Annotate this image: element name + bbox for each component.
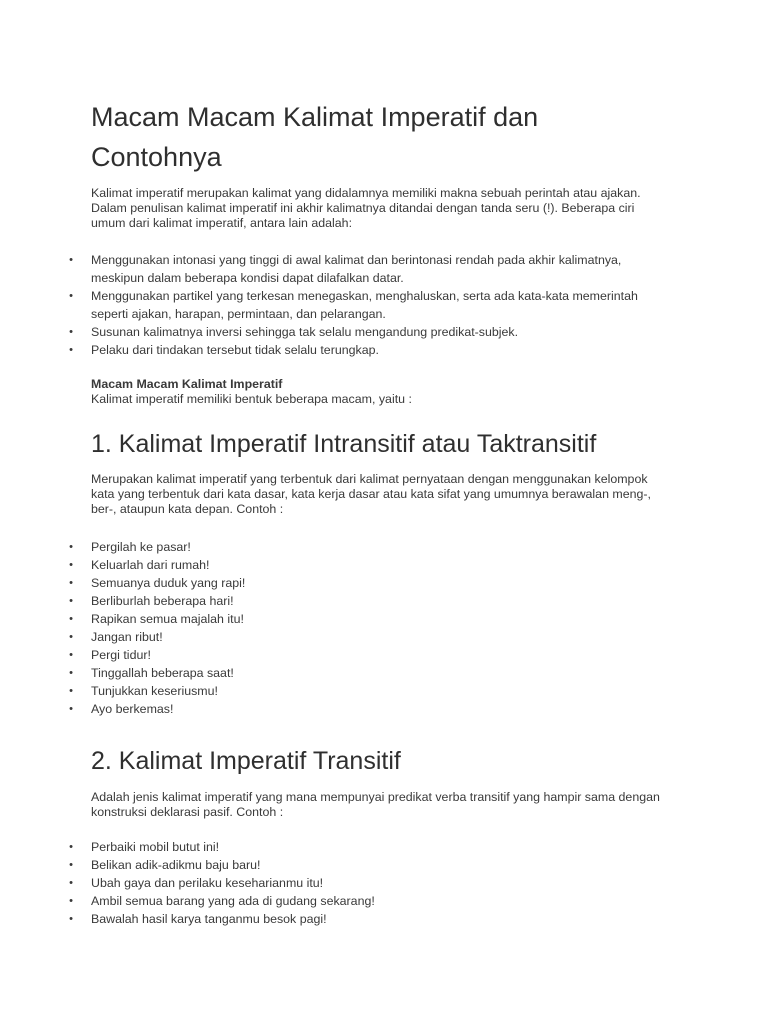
list-item (66, 874, 375, 892)
bullet-icon: • (69, 559, 73, 571)
list-item-text: Pelaku dari tindakan tersebut tidak selalu terungkap. (91, 343, 379, 357)
page-title (91, 97, 691, 177)
list-item (66, 910, 375, 928)
list-item-text: Tunjukkan keseriusmu! (91, 684, 218, 698)
section1-examples (66, 538, 245, 718)
list-item (66, 628, 245, 646)
bullet-icon: • (69, 254, 73, 266)
bullet-icon: • (69, 631, 73, 643)
intro-line: Kalimat imperatif merupakan kalimat yang didalamnya memiliki makna sebuah perintah atau ajakan. (91, 186, 641, 200)
list-item-text: Bawalah hasil karya tanganmu besok pagi! (91, 912, 327, 926)
list-item-text: Ayo berkemas! (91, 702, 174, 716)
list-item-text: seperti ajakan, harapan, permintaan, dan pelarangan. (91, 307, 386, 321)
list-item-text: Perbaiki mobil butut ini! (91, 840, 220, 854)
list-item-text: Ubah gaya dan perilaku keseharianmu itu! (91, 876, 324, 890)
intro-line: Dalam penulisan kalimat imperatif ini akhir kalimatnya ditandai dengan tanda seru (!). Beberapa ciri (91, 201, 635, 215)
macam-heading: Macam Macam Kalimat Imperatif (91, 377, 283, 391)
section1-line: kata yang terbentuk dari kata dasar, kata kerja dasar atau kata sifat yang umumnya berawalan meng-, (91, 487, 651, 501)
section2-heading: 2. Kalimat Imperatif Transitif (91, 747, 401, 775)
list-item (66, 556, 245, 574)
ciri-list (66, 251, 671, 359)
list-item (66, 287, 671, 323)
list-item (66, 592, 245, 610)
bullet-icon: • (69, 541, 73, 553)
list-item (66, 251, 671, 287)
section2-line: konstruksi deklarasi pasif. Contoh : (91, 805, 284, 819)
bullet-icon: • (69, 685, 73, 697)
bullet-icon: • (69, 895, 73, 907)
list-item-text: Susunan kalimatnya inversi sehingga tak selalu mengandung predikat-subjek. (91, 325, 519, 339)
bullet-icon: • (69, 290, 73, 302)
bullet-icon: • (69, 913, 73, 925)
intro-paragraph (91, 186, 681, 231)
list-item (66, 646, 245, 664)
list-item-text: Pergilah ke pasar! (91, 540, 191, 554)
list-item-text: Rapikan semua majalah itu! (91, 612, 244, 626)
bullet-icon: • (69, 595, 73, 607)
section2-examples (66, 838, 375, 928)
list-item (66, 838, 375, 856)
page-title-line: Contohnya (91, 142, 222, 172)
list-item (66, 700, 245, 718)
list-item-text: Tinggallah beberapa saat! (91, 666, 234, 680)
list-item (66, 538, 245, 556)
list-item-text: meskipun dalam beberapa kondisi dapat dilafalkan datar. (91, 271, 404, 285)
bullet-icon: • (69, 649, 73, 661)
bullet-icon: • (69, 841, 73, 853)
bullet-icon: • (69, 613, 73, 625)
section1-paragraph (91, 472, 681, 517)
section1-heading: 1. Kalimat Imperatif Intransitif atau Taktransitif (91, 430, 597, 458)
list-item-text: Menggunakan intonasi yang tinggi di awal kalimat dan berintonasi rendah pada akhir kalimatnya, (91, 253, 622, 267)
list-item (66, 323, 671, 341)
section2-line: Adalah jenis kalimat imperatif yang mana mempunyai predikat verba transitif yang hampir sama dengan (91, 790, 660, 804)
list-item-text: Berliburlah beberapa hari! (91, 594, 234, 608)
macam-paragraph (91, 377, 681, 407)
list-item (66, 856, 375, 874)
bullet-icon: • (69, 667, 73, 679)
list-item-text: Menggunakan partikel yang terkesan menegaskan, menghaluskan, serta ada kata-kata memerintah (91, 289, 638, 303)
bullet-icon: • (69, 344, 73, 356)
list-item-text: Keluarlah dari rumah! (91, 558, 210, 572)
bullet-icon: • (69, 877, 73, 889)
section2-paragraph (91, 790, 681, 820)
list-item (66, 664, 245, 682)
page-title-line: Macam Macam Kalimat Imperatif dan (91, 102, 539, 132)
bullet-icon: • (69, 577, 73, 589)
list-item-text: Jangan ribut! (91, 630, 163, 644)
bullet-icon: • (69, 859, 73, 871)
list-item (66, 574, 245, 592)
bullet-icon: • (69, 326, 73, 338)
macam-text: Kalimat imperatif memiliki bentuk beberapa macam, yaitu : (91, 392, 412, 406)
list-item-text: Pergi tidur! (91, 648, 151, 662)
section1-line: ber-, ataupun kata depan. Contoh : (91, 502, 284, 516)
list-item-text: Semuanya duduk yang rapi! (91, 576, 246, 590)
list-item (66, 682, 245, 700)
intro-line: umum dari kalimat imperatif, antara lain adalah: (91, 216, 353, 230)
list-item (66, 892, 375, 910)
list-item (66, 341, 671, 359)
section1-line: Merupakan kalimat imperatif yang terbentuk dari kalimat pernyataan dengan menggunakan kelompok (91, 472, 648, 486)
list-item (66, 610, 245, 628)
bullet-icon: • (69, 703, 73, 715)
list-item-text: Ambil semua barang yang ada di gudang sekarang! (91, 894, 375, 908)
list-item-text: Belikan adik-adikmu baju baru! (91, 858, 261, 872)
